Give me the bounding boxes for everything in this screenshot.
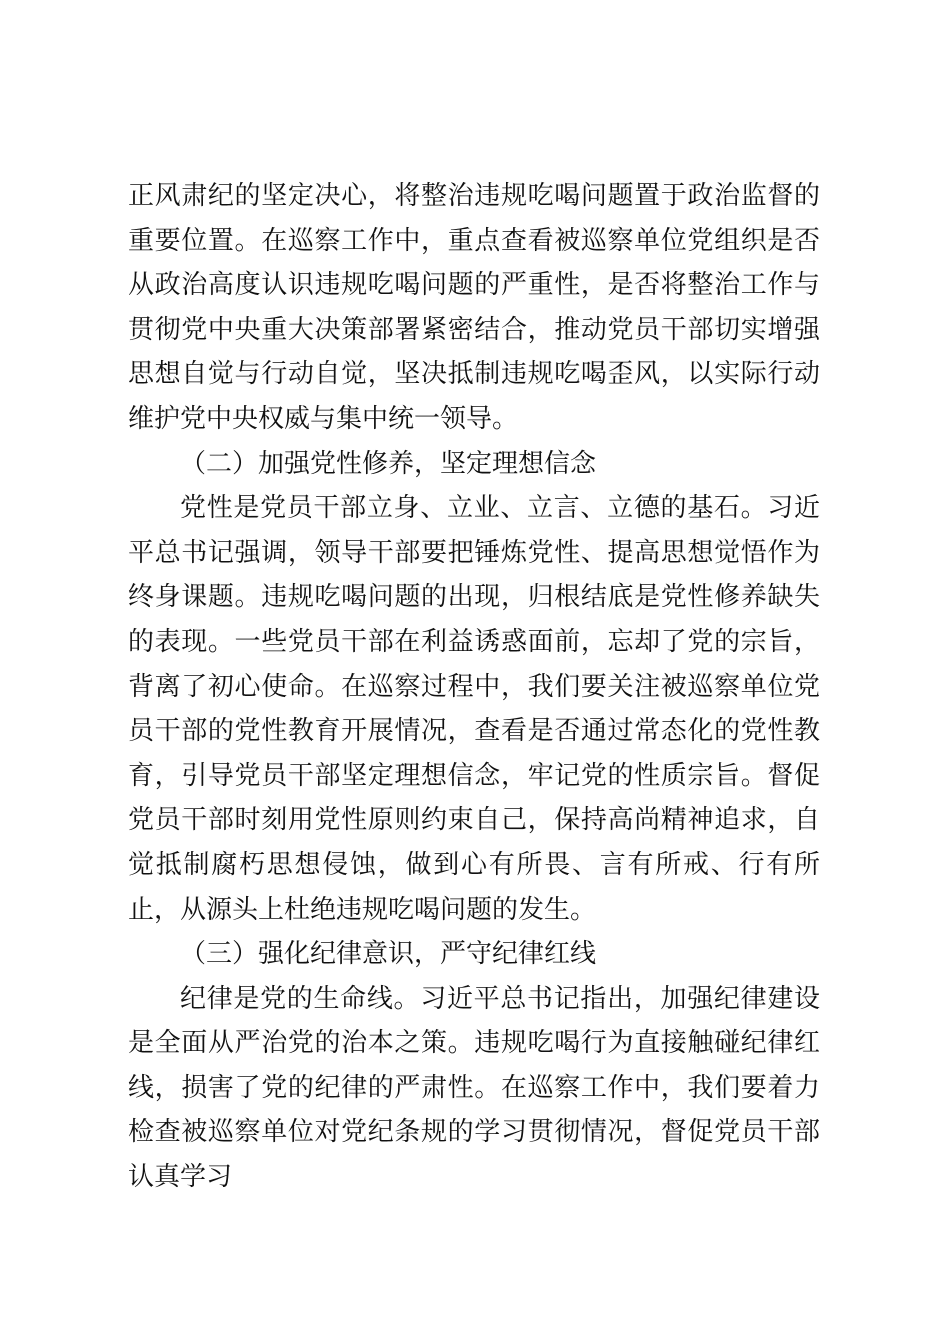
section-heading-3: （三）强化纪律意识，严守纪律红线 [180, 939, 597, 970]
paragraph-discipline: 纪律是党的生命线。习近平总书记指出，加强纪律建设是全面从严治党的治本之策。违规吃喝行为直接触碰纪律红线，损害了党的纪律的严肃性。在巡察工作中，我们要着力检查被巡察单位对党纪条规的学习贯彻情况，督促党员干部认真学习 [128, 983, 820, 1193]
paragraph-continuation: 正风肃纪的坚定决心，将整治违规吃喝问题置于政治监督的重要位置。在巡察工作中，重点查看被巡察单位党组织是否从政治高度认识违规吃喝问题的严重性，是否将整治工作与贯彻党中央重大决策部署紧密结合，推动党员干部切实增强思想自觉与行动自觉，坚决抵制违规吃喝歪风，以实际行动维护党中央权威与集中统一领导。 [128, 181, 820, 434]
document-body [128, 174, 820, 1200]
section-heading-2: （二）加强党性修养，坚定理想信念 [180, 448, 597, 479]
paragraph-party-spirit: 党性是党员干部立身、立业、立言、立德的基石。习近平总书记强调，领导干部要把锤炼党性、提高思想觉悟作为终身课题。违规吃喝问题的出现，归根结底是党性修养缺失的表现。一些党员干部在利益诱惑面前，忘却了党的宗旨，背离了初心使命。在巡察过程中，我们要关注被巡察单位党员干部的党性教育开展情况，查看是否通过常态化的党性教育，引导党员干部坚定理想信念，牢记党的性质宗旨。督促党员干部时刻用党性原则约束自己，保持高尚精神追求，自觉抵制腐朽思想侵蚀，做到心有所畏、言有所戒、行有所止，从源头上杜绝违规吃喝问题的发生。 [128, 493, 820, 925]
